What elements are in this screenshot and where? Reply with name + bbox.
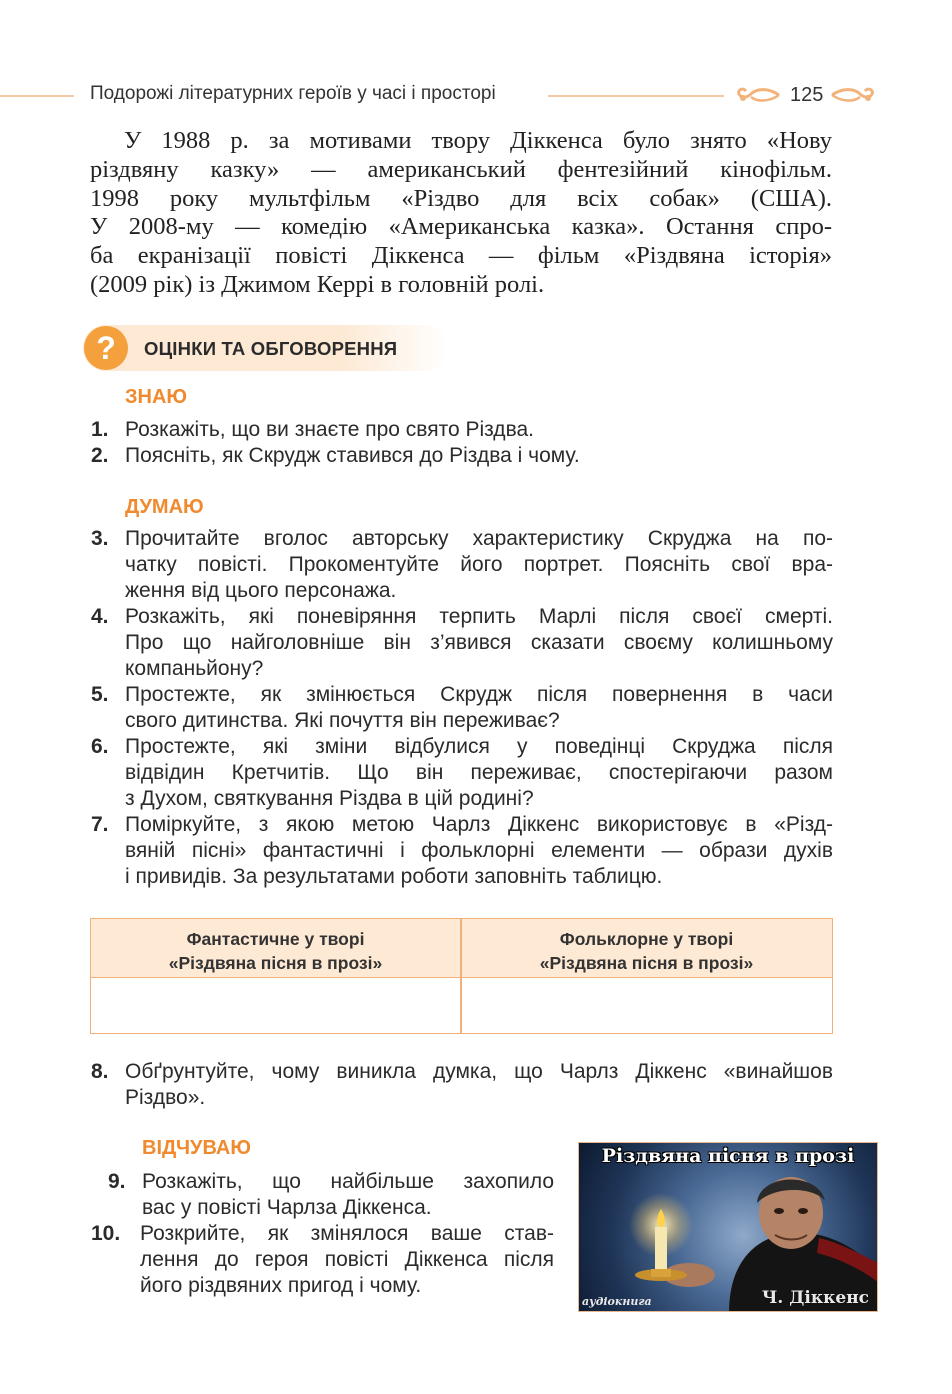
question-number: 2. (91, 444, 109, 467)
question-line: його різдвяних пригод і чому. (140, 1274, 422, 1297)
intro-line: (2009 рік) із Джимом Керрі в головній ролі. (90, 270, 545, 298)
question-line: Розкажіть, що найбільше захопило (142, 1170, 554, 1193)
question-text (142, 1169, 554, 1221)
question-line: чатку повісті. Прокоментуйте його портрет. Поясніть свої вра- (125, 553, 833, 576)
question-number: 3. (91, 527, 109, 550)
table-header-line: «Різдвяна пісня в прозі» (539, 953, 754, 973)
question-number: 6. (91, 735, 109, 758)
question-line: Поясніть, як Скрудж ставився до Різдва і чому. (125, 444, 580, 467)
question-line: і привидів. За результатами роботи заповніть таблицю. (125, 865, 663, 888)
question-number: 8. (91, 1060, 109, 1083)
question-line: Простежте, як змінюється Скрудж після повернення в часи (125, 683, 833, 706)
question-line: вас у повісті Чарлза Діккенса. (142, 1196, 432, 1219)
intro-paragraph (90, 127, 832, 300)
question-line: Обґрунтуйте, чому виникла думка, що Чарлз Діккенс «винайшов (125, 1060, 833, 1083)
table-header-fantastic (91, 927, 460, 975)
question-line: Різдво». (125, 1086, 206, 1109)
question-line: Розкрийте, як змінялося ваше став- (140, 1222, 554, 1245)
question-number: 9. (108, 1170, 126, 1193)
question-text (125, 604, 833, 682)
intro-line: 1998 року мультфільм «Різдво для всіх собак» (США). (90, 184, 832, 212)
question-text (125, 682, 833, 734)
header-rule-left (0, 95, 74, 97)
question-number: 5. (91, 683, 109, 706)
question-line: відвідин Кретчитів. Що він переживає, спостерігаючи разом (125, 761, 833, 784)
question-number: 10. (91, 1222, 121, 1245)
section-title: ОЦІНКИ ТА ОБГОВОРЕННЯ (144, 338, 398, 359)
ornament-right-icon (830, 84, 876, 106)
subhead-know: ЗНАЮ (125, 386, 188, 408)
question-line: Простежте, які зміни відбулися у поведінці Скруджа після (125, 735, 833, 758)
question-number: 1. (91, 418, 109, 441)
question-line: Прочитайте вголос авторську характеристику Скруджа на по- (125, 527, 833, 550)
question-number: 4. (91, 605, 109, 628)
table-header-line: «Різдвяна пісня в прозі» (168, 953, 383, 973)
question-line: компаньйону? (125, 657, 264, 680)
intro-line: різдвяну казку» — американський фентезійний кінофільм. (90, 155, 832, 183)
question-line: свого дитинства. Які почуття він переживає? (125, 709, 560, 732)
question-line: Розкажіть, що ви знаєте про свято Різдва. (125, 418, 534, 441)
question-text (125, 526, 833, 604)
question-line: Розкажіть, які поневіряння терпить Марлі після своєї смерті. (125, 605, 833, 628)
subhead-feel: ВІДЧУВАЮ (142, 1137, 251, 1159)
question-text (125, 812, 833, 890)
intro-line: ба екранізації повісті Діккенса — фільм «Різдвяна історія» (90, 242, 832, 270)
table-header-line: Фантастичне у творі (186, 929, 365, 949)
question-line: вяній пісні» фантастичні і фольклорні елементи — образи духів (125, 839, 833, 862)
question-line: ження від цього персонажа. (125, 579, 397, 602)
comparison-table (90, 918, 833, 1034)
question-number: 7. (91, 813, 109, 836)
cover-author: Ч. Діккенс (761, 1288, 869, 1308)
subhead-think: ДУМАЮ (125, 496, 204, 518)
question-line: Поміркуйте, з якою метою Чарлз Діккенс використовує в «Різд- (125, 813, 833, 836)
question-text (125, 1059, 833, 1111)
book-cover-image (578, 1142, 878, 1312)
cover-illustration (579, 1143, 878, 1312)
intro-line: У 1988 р. за мотивами твору Діккенса було знято «Нову (124, 127, 832, 154)
question-line: лення до героя повісті Діккенса після (140, 1248, 554, 1271)
table-header-folklore (461, 927, 832, 975)
running-head: Подорожі літературних героїв у часі і просторі (90, 83, 496, 104)
question-line: Про що найголовніше він з’явився сказати своєму колишньому (125, 631, 833, 654)
table-header-line: Фольклорне у творі (559, 929, 734, 949)
cover-tag: аудіокнига (582, 1295, 652, 1308)
ornament-left-icon (735, 84, 781, 106)
question-text (140, 1221, 554, 1299)
question-text (125, 443, 745, 469)
question-text (125, 734, 833, 812)
question-text (125, 417, 745, 443)
intro-line: У 2008-му — комедію «Американська казка». Остання спро- (90, 213, 832, 241)
question-icon: ? (84, 326, 128, 370)
page-number: 125 (790, 84, 824, 106)
cover-title: Різдвяна пісня в прозі (601, 1145, 855, 1167)
question-line: з Духом, святкування Різдва в цій родині? (125, 787, 534, 810)
header-rule-right (548, 95, 724, 97)
